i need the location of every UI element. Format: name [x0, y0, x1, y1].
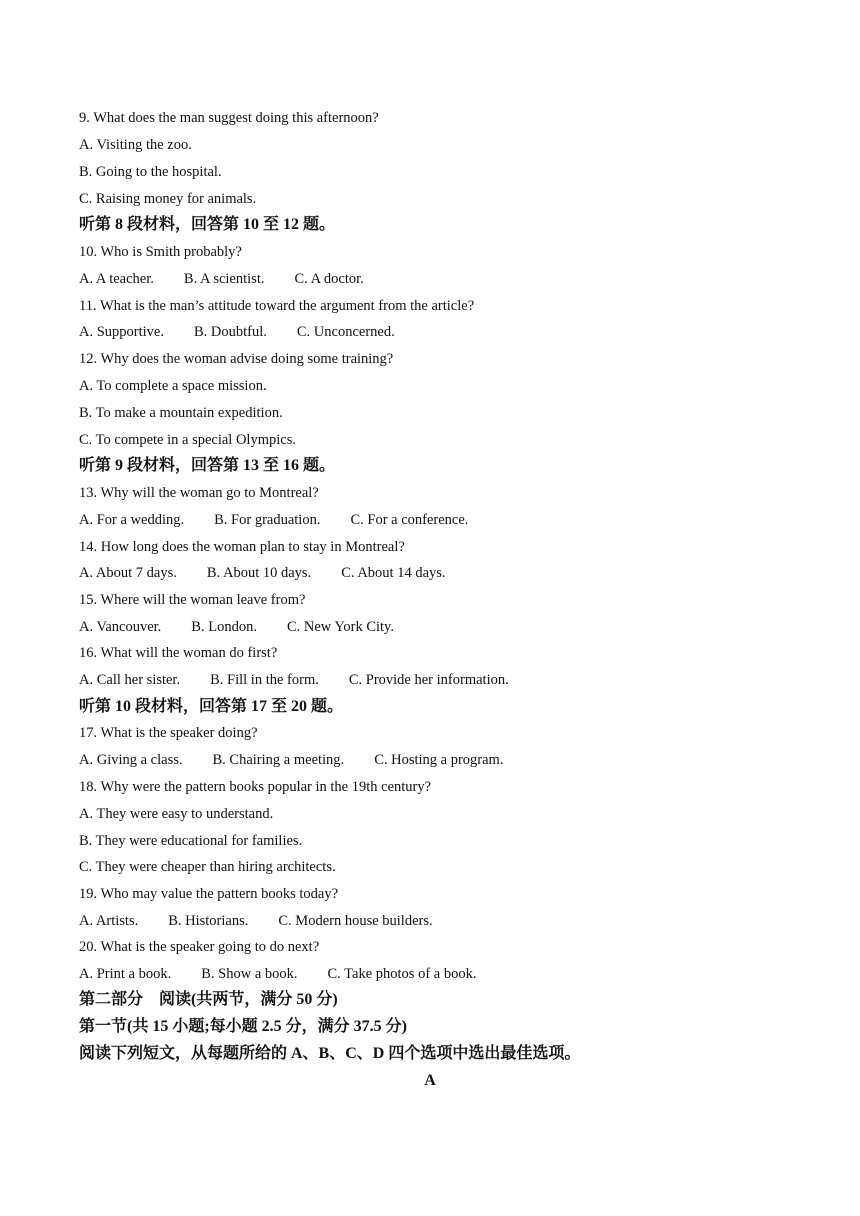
question-15-options [79, 617, 394, 637]
question-18: 18. Why were the pattern books popular in the 19th century? [79, 779, 432, 795]
question-11: 11. What is the man’s attitude toward the argument from the article? [79, 298, 475, 314]
question-20-option-a: A. Print a book. [79, 966, 172, 982]
question-19-option-c: C. Modern house builders. [278, 913, 433, 929]
question-9-option-b: B. Going to the hospital. [79, 164, 222, 180]
question-17: 17. What is the speaker doing? [79, 725, 258, 741]
question-12-option-b: B. To make a mountain expedition. [79, 405, 283, 421]
question-17-option-b: B. Chairing a meeting. [212, 752, 345, 768]
question-12: 12. Why does the woman advise doing some training? [79, 351, 394, 367]
section-8-heading: 听第 8 段材料，回答第 10 至 12 题。 [79, 216, 336, 233]
question-10: 10. Who is Smith probably? [79, 244, 242, 260]
question-17-options [79, 750, 503, 770]
question-14: 14. How long does the woman plan to stay in Montreal? [79, 539, 405, 555]
question-16-option-a: A. Call her sister. [79, 672, 181, 688]
question-14-options [79, 563, 446, 583]
question-13-option-b: B. For graduation. [214, 512, 321, 528]
reading-instructions: 阅读下列短文，从每题所给的 A、B、C、D 四个选项中选出最佳选项。 [79, 1045, 581, 1062]
question-19-options [79, 911, 433, 931]
question-11-option-a: A. Supportive. [79, 324, 164, 340]
question-12-option-c: C. To compete in a special Olympics. [79, 432, 296, 448]
question-15-option-a: A. Vancouver. [79, 619, 162, 635]
question-18-option-b: B. They were educational for families. [79, 833, 303, 849]
question-9: 9. What does the man suggest doing this afternoon? [79, 110, 379, 126]
question-15-option-c: C. New York City. [286, 619, 394, 635]
question-14-option-a: A. About 7 days. [79, 565, 177, 581]
question-13: 13. Why will the woman go to Montreal? [79, 485, 319, 501]
question-13-options [79, 510, 468, 530]
question-11-option-b: B. Doubtful. [193, 324, 267, 340]
part-2-heading: 第二部分 阅读(共两节，满分 50 分) [79, 991, 338, 1008]
question-19-option-b: B. Historians. [168, 913, 249, 929]
passage-label: A [424, 1072, 436, 1089]
question-14-option-b: B. About 10 days. [206, 565, 312, 581]
question-10-option-b: B. A scientist. [183, 271, 265, 287]
question-17-option-a: A. Giving a class. [79, 752, 183, 768]
question-10-option-a: A. A teacher. [79, 271, 154, 287]
question-20-option-c: C. Take photos of a book. [327, 966, 477, 982]
question-13-option-a: A. For a wedding. [79, 512, 185, 528]
question-17-option-c: C. Hosting a program. [374, 752, 504, 768]
question-18-option-a: A. They were easy to understand. [79, 806, 274, 822]
question-9-option-c: C. Raising money for animals. [79, 191, 257, 207]
question-15-option-b: B. London. [191, 619, 257, 635]
question-13-option-c: C. For a conference. [350, 512, 469, 528]
question-15: 15. Where will the woman leave from? [79, 592, 306, 608]
question-12-option-a: A. To complete a space mission. [79, 378, 267, 394]
question-14-option-c: C. About 14 days. [341, 565, 446, 581]
question-10-option-c: C. A doctor. [294, 271, 364, 287]
section-1-heading: 第一节(共 15 小题;每小题 2.5 分，满分 37.5 分) [79, 1018, 407, 1035]
question-10-options [79, 269, 364, 289]
question-16-option-c: C. Provide her information. [348, 672, 509, 688]
question-11-option-c: C. Unconcerned. [296, 324, 395, 340]
question-19-option-a: A. Artists. [79, 913, 139, 929]
section-9-heading: 听第 9 段材料，回答第 13 至 16 题。 [79, 457, 336, 474]
question-20-option-b: B. Show a book. [201, 966, 298, 982]
question-16: 16. What will the woman do first? [79, 645, 278, 661]
question-16-option-b: B. Fill in the form. [210, 672, 319, 688]
question-16-options [79, 670, 509, 690]
question-18-option-c: C. They were cheaper than hiring architects. [79, 859, 336, 875]
question-11-options [79, 322, 395, 342]
section-10-heading: 听第 10 段材料，回答第 17 至 20 题。 [79, 698, 344, 715]
question-19: 19. Who may value the pattern books today? [79, 886, 339, 902]
question-20-options [79, 964, 476, 984]
question-20: 20. What is the speaker going to do next? [79, 939, 320, 955]
question-9-option-a: A. Visiting the zoo. [79, 137, 192, 153]
